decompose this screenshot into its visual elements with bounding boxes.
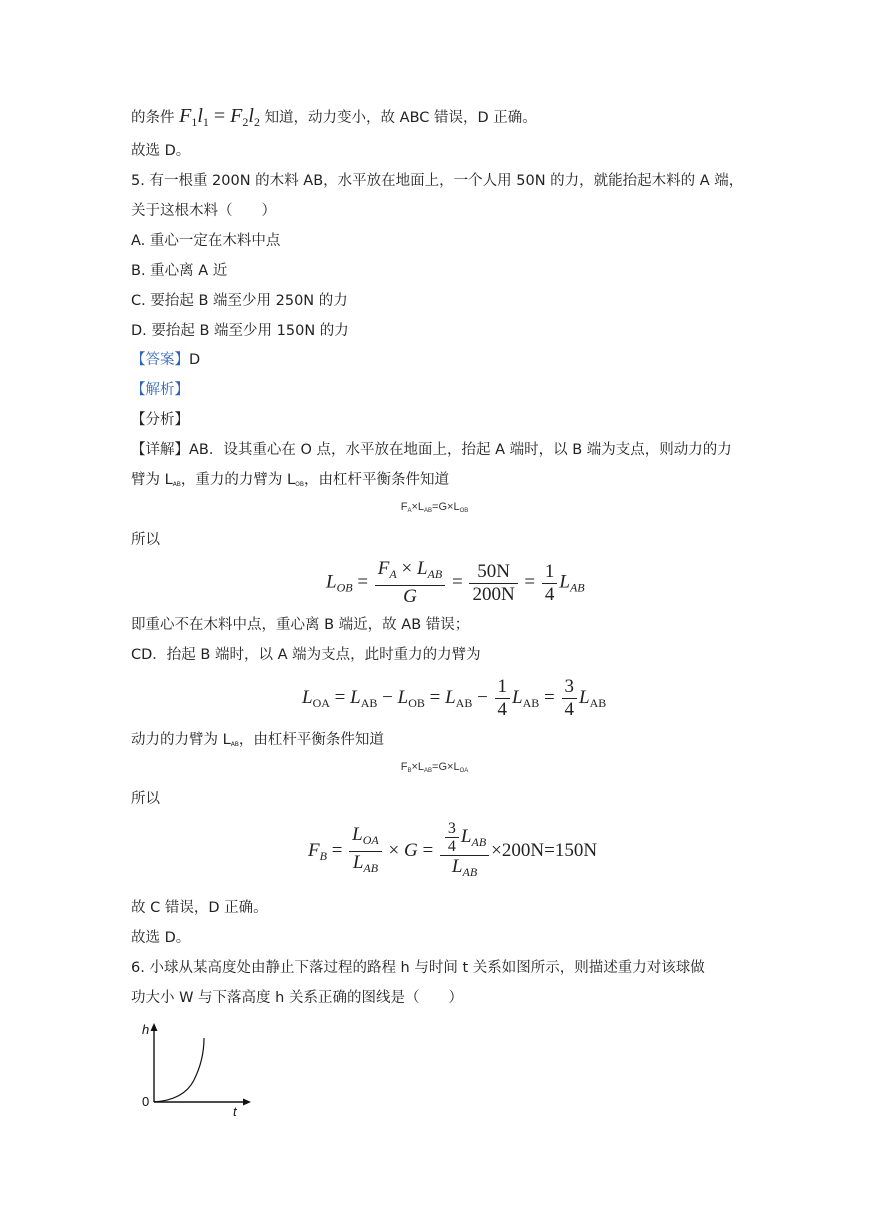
answer-line [131, 350, 200, 370]
question-5-line-1: 5. 有一根重 200N 的木料 AB，水平放在地面上，一个人用 50N 的力，就能抬起木料的 A 端， [131, 173, 744, 189]
analysis-tag: 【解析】 [131, 382, 189, 398]
h-t-graph [136, 1018, 256, 1118]
origin-label: 0 [142, 1094, 150, 1109]
conclusion-1: 即重心不在木料中点，重心离 B 端近，故 AB 错误； [131, 617, 470, 633]
detail-line-2: 臂为 LAB，重力的力臂为 LOB，由杠杆平衡条件知道 [131, 472, 449, 488]
equation-lob: $L_{OB}$ = $\frac{F_A \times L_{AB}}{G}$ = $\frac{50N}{200N}$ = $\frac{1}{4}$ $L_{AB}$ [326, 558, 585, 607]
question-6-line-2: 功大小 W 与下落高度 h 关系正确的图线是（ ） [131, 990, 463, 1006]
dongli-line: 动力的力臂为 LAB，由杠杆平衡条件知道 [131, 732, 384, 748]
detail-line-1: 【详解】AB．设其重心在 O 点，水平放在地面上，抬起 A 端时，以 B 端为支点，则动力的力 [131, 442, 732, 458]
therefore-2: 所以 [131, 791, 160, 807]
balance-equation-1: FA×LAB=G×LOB [400, 501, 469, 514]
therefore-1: 所以 [131, 532, 160, 548]
y-axis-label: h [142, 1022, 150, 1037]
x-axis-label: t [233, 1104, 237, 1118]
choose-line-2: 故选 D。 [131, 930, 191, 946]
h-t-curve [154, 1038, 204, 1102]
x-axis-arrow-icon [243, 1099, 251, 1106]
choose-line-1: 故选 D。 [131, 143, 191, 159]
condition-text: 的条件 [131, 110, 175, 126]
answer-tag: 【答案】 [131, 352, 189, 368]
question-6-line-1: 6. 小球从某高度处由静止下落过程的路程 h 与时间 t 关系如图所示，则描述重力对该球做 [131, 960, 705, 976]
condition-conclusion: 知道，动力变小，故 ABC 错误，D 正确。 [264, 110, 537, 126]
equation-fb: $F_B$ = $\frac{L_{OA}}{L_{AB}}$ × G = $\frac{3}{4}$ $L_{AB}$ $L_{AB}$ ×200N=150N [308, 820, 598, 879]
option-b: B. 重心离 A 近 [131, 263, 228, 279]
analysis-heading: 【分析】 [131, 412, 189, 428]
cd-line: CD．抬起 B 端时，以 A 端为支点，此时重力的力臂为 [131, 647, 481, 663]
equation-loa: $L_{OA} = L_{AB} - L_{OB} = L_{AB}$ − $\frac{1}{4}$ $L_{AB}$ = $\frac{3}{4}$ $L_{AB}$ [302, 676, 607, 720]
option-d: D. 要抬起 B 端至少用 150N 的力 [131, 323, 349, 339]
question-5-line-2: 关于这根木料（ ） [131, 203, 276, 219]
lever-formula: $F_1l_1 = F_2l_2$ [179, 105, 260, 129]
option-c: C. 要抬起 B 端至少用 250N 的力 [131, 293, 348, 309]
y-axis-arrow-icon [151, 1023, 158, 1031]
balance-equation-2: FB×LAB=G×LOA [400, 761, 469, 774]
condition-line [131, 106, 537, 132]
conclusion-2: 故 C 错误，D 正确。 [131, 900, 268, 916]
option-a: A. 重心一定在木料中点 [131, 233, 281, 249]
answer-value: D [189, 352, 201, 368]
